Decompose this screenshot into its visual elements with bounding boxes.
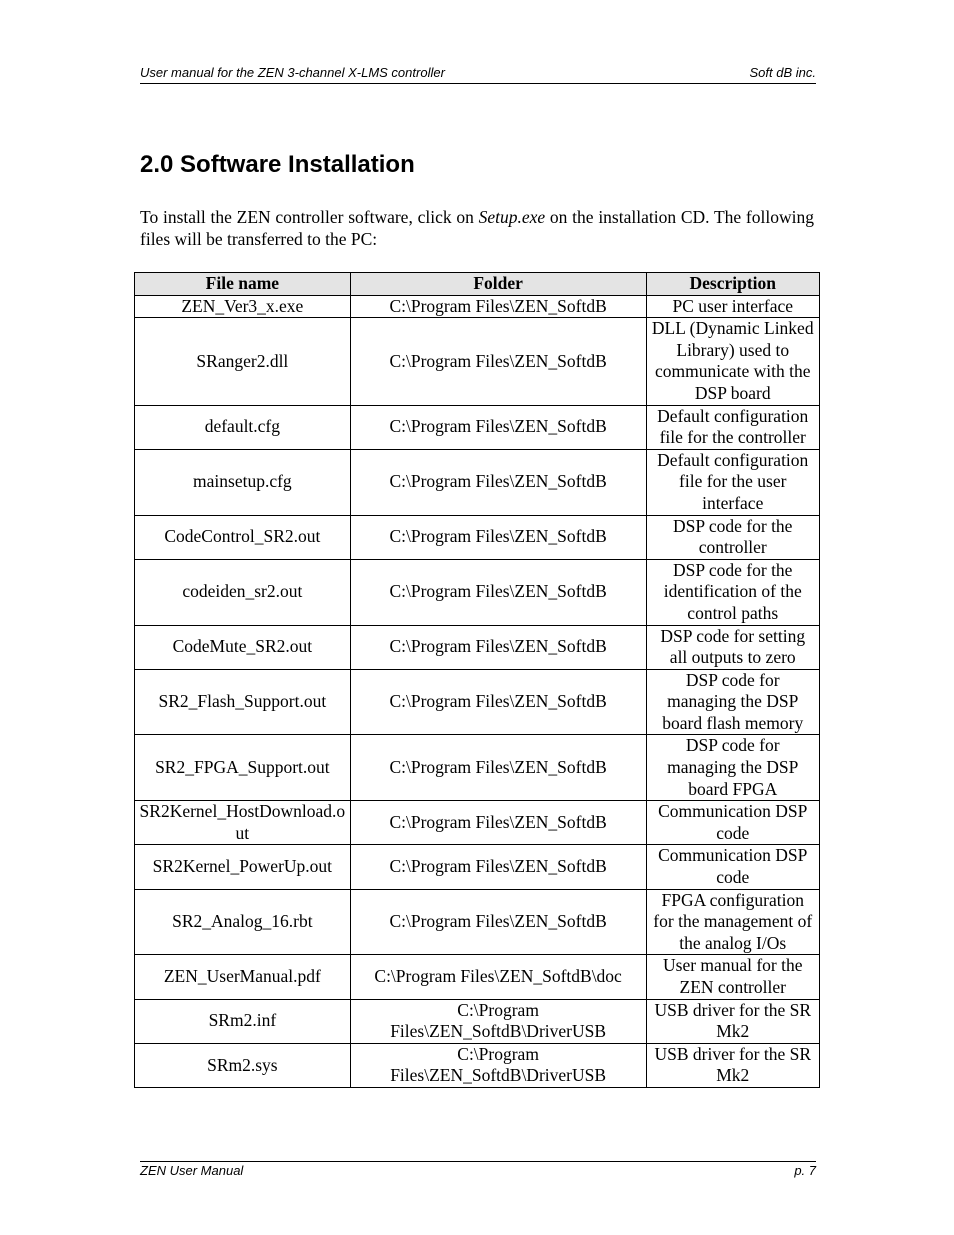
folder-cell: C:\Program Files\ZEN_SoftdB <box>350 318 646 405</box>
table-row <box>135 318 820 405</box>
file-table <box>134 272 820 1088</box>
column-header-folder: Folder <box>350 273 646 296</box>
folder-cell: C:\Program Files\ZEN_SoftdB\DriverUSB <box>350 999 646 1043</box>
page-number: p. 7 <box>794 1163 816 1178</box>
file-name-cell: SRanger2.dll <box>135 318 351 405</box>
file-name-cell: SR2Kernel_HostDownload.out <box>135 801 351 845</box>
table-row <box>135 405 820 449</box>
footer-manual-name: ZEN User Manual <box>140 1163 244 1178</box>
description-cell: Default configuration file for the user interface <box>646 449 820 515</box>
description-cell: Communication DSP code <box>646 845 820 889</box>
description-cell: DSP code for setting all outputs to zero <box>646 625 820 669</box>
column-header-description: Description <box>646 273 820 296</box>
folder-cell: C:\Program Files\ZEN_SoftdB <box>350 405 646 449</box>
file-name-cell: default.cfg <box>135 405 351 449</box>
table-row <box>135 955 820 999</box>
description-cell: USB driver for the SR Mk2 <box>646 1043 820 1087</box>
folder-cell: C:\Program Files\ZEN_SoftdB <box>350 559 646 625</box>
table-row <box>135 845 820 889</box>
file-name-cell: SR2_Flash_Support.out <box>135 669 351 735</box>
folder-cell: C:\Program Files\ZEN_SoftdB <box>350 801 646 845</box>
folder-cell: C:\Program Files\ZEN_SoftdB <box>350 295 646 318</box>
folder-cell: C:\Program Files\ZEN_SoftdB\DriverUSB <box>350 1043 646 1087</box>
file-name-cell: CodeMute_SR2.out <box>135 625 351 669</box>
folder-cell: C:\Program Files\ZEN_SoftdB <box>350 889 646 955</box>
table-row <box>135 889 820 955</box>
description-cell: PC user interface <box>646 295 820 318</box>
table-header-row <box>135 273 820 296</box>
table-row <box>135 515 820 559</box>
description-cell: Communication DSP code <box>646 801 820 845</box>
description-cell: Default configuration file for the controller <box>646 405 820 449</box>
header-title: User manual for the ZEN 3-channel X-LMS controller <box>140 65 445 80</box>
file-name-cell: ZEN_UserManual.pdf <box>135 955 351 999</box>
file-name-cell: codeiden_sr2.out <box>135 559 351 625</box>
table-row <box>135 1043 820 1087</box>
file-name-cell: SRm2.inf <box>135 999 351 1043</box>
description-cell: USB driver for the SR Mk2 <box>646 999 820 1043</box>
table-row <box>135 295 820 318</box>
column-header-file-name: File name <box>135 273 351 296</box>
section-title: 2.0 Software Installation <box>140 151 415 178</box>
folder-cell: C:\Program Files\ZEN_SoftdB <box>350 669 646 735</box>
folder-cell: C:\Program Files\ZEN_SoftdB <box>350 735 646 801</box>
description-cell: DSP code for managing the DSP board flash memory <box>646 669 820 735</box>
table-row <box>135 559 820 625</box>
folder-cell: C:\Program Files\ZEN_SoftdB <box>350 449 646 515</box>
description-cell: FPGA configuration for the management of the analog I/Os <box>646 889 820 955</box>
table-row <box>135 625 820 669</box>
file-name-cell: SR2_FPGA_Support.out <box>135 735 351 801</box>
table-row <box>135 999 820 1043</box>
folder-cell: C:\Program Files\ZEN_SoftdB\doc <box>350 955 646 999</box>
description-cell: DSP code for managing the DSP board FPGA <box>646 735 820 801</box>
file-name-cell: SRm2.sys <box>135 1043 351 1087</box>
description-cell: DSP code for the controller <box>646 515 820 559</box>
description-cell: DLL (Dynamic Linked Library) used to communicate with the DSP board <box>646 318 820 405</box>
intro-text-start: To install the ZEN controller software, click on <box>140 207 479 227</box>
folder-cell: C:\Program Files\ZEN_SoftdB <box>350 845 646 889</box>
table-row <box>135 735 820 801</box>
header-company: Soft dB inc. <box>749 65 816 80</box>
folder-cell: C:\Program Files\ZEN_SoftdB <box>350 515 646 559</box>
intro-paragraph <box>140 206 814 250</box>
table-row <box>135 449 820 515</box>
folder-cell: C:\Program Files\ZEN_SoftdB <box>350 625 646 669</box>
table-row <box>135 669 820 735</box>
file-name-cell: CodeControl_SR2.out <box>135 515 351 559</box>
intro-text-end: on the installation CD. The following files will be transferred to the PC: <box>140 207 814 249</box>
description-cell: User manual for the ZEN controller <box>646 955 820 999</box>
description-cell: DSP code for the identification of the control paths <box>646 559 820 625</box>
file-name-cell: ZEN_Ver3_x.exe <box>135 295 351 318</box>
file-name-cell: SR2Kernel_PowerUp.out <box>135 845 351 889</box>
page-footer <box>140 1161 816 1182</box>
file-name-cell: SR2_Analog_16.rbt <box>135 889 351 955</box>
setup-exe-reference: Setup.exe <box>478 207 546 227</box>
page-header <box>140 64 816 84</box>
table-row <box>135 801 820 845</box>
file-name-cell: mainsetup.cfg <box>135 449 351 515</box>
